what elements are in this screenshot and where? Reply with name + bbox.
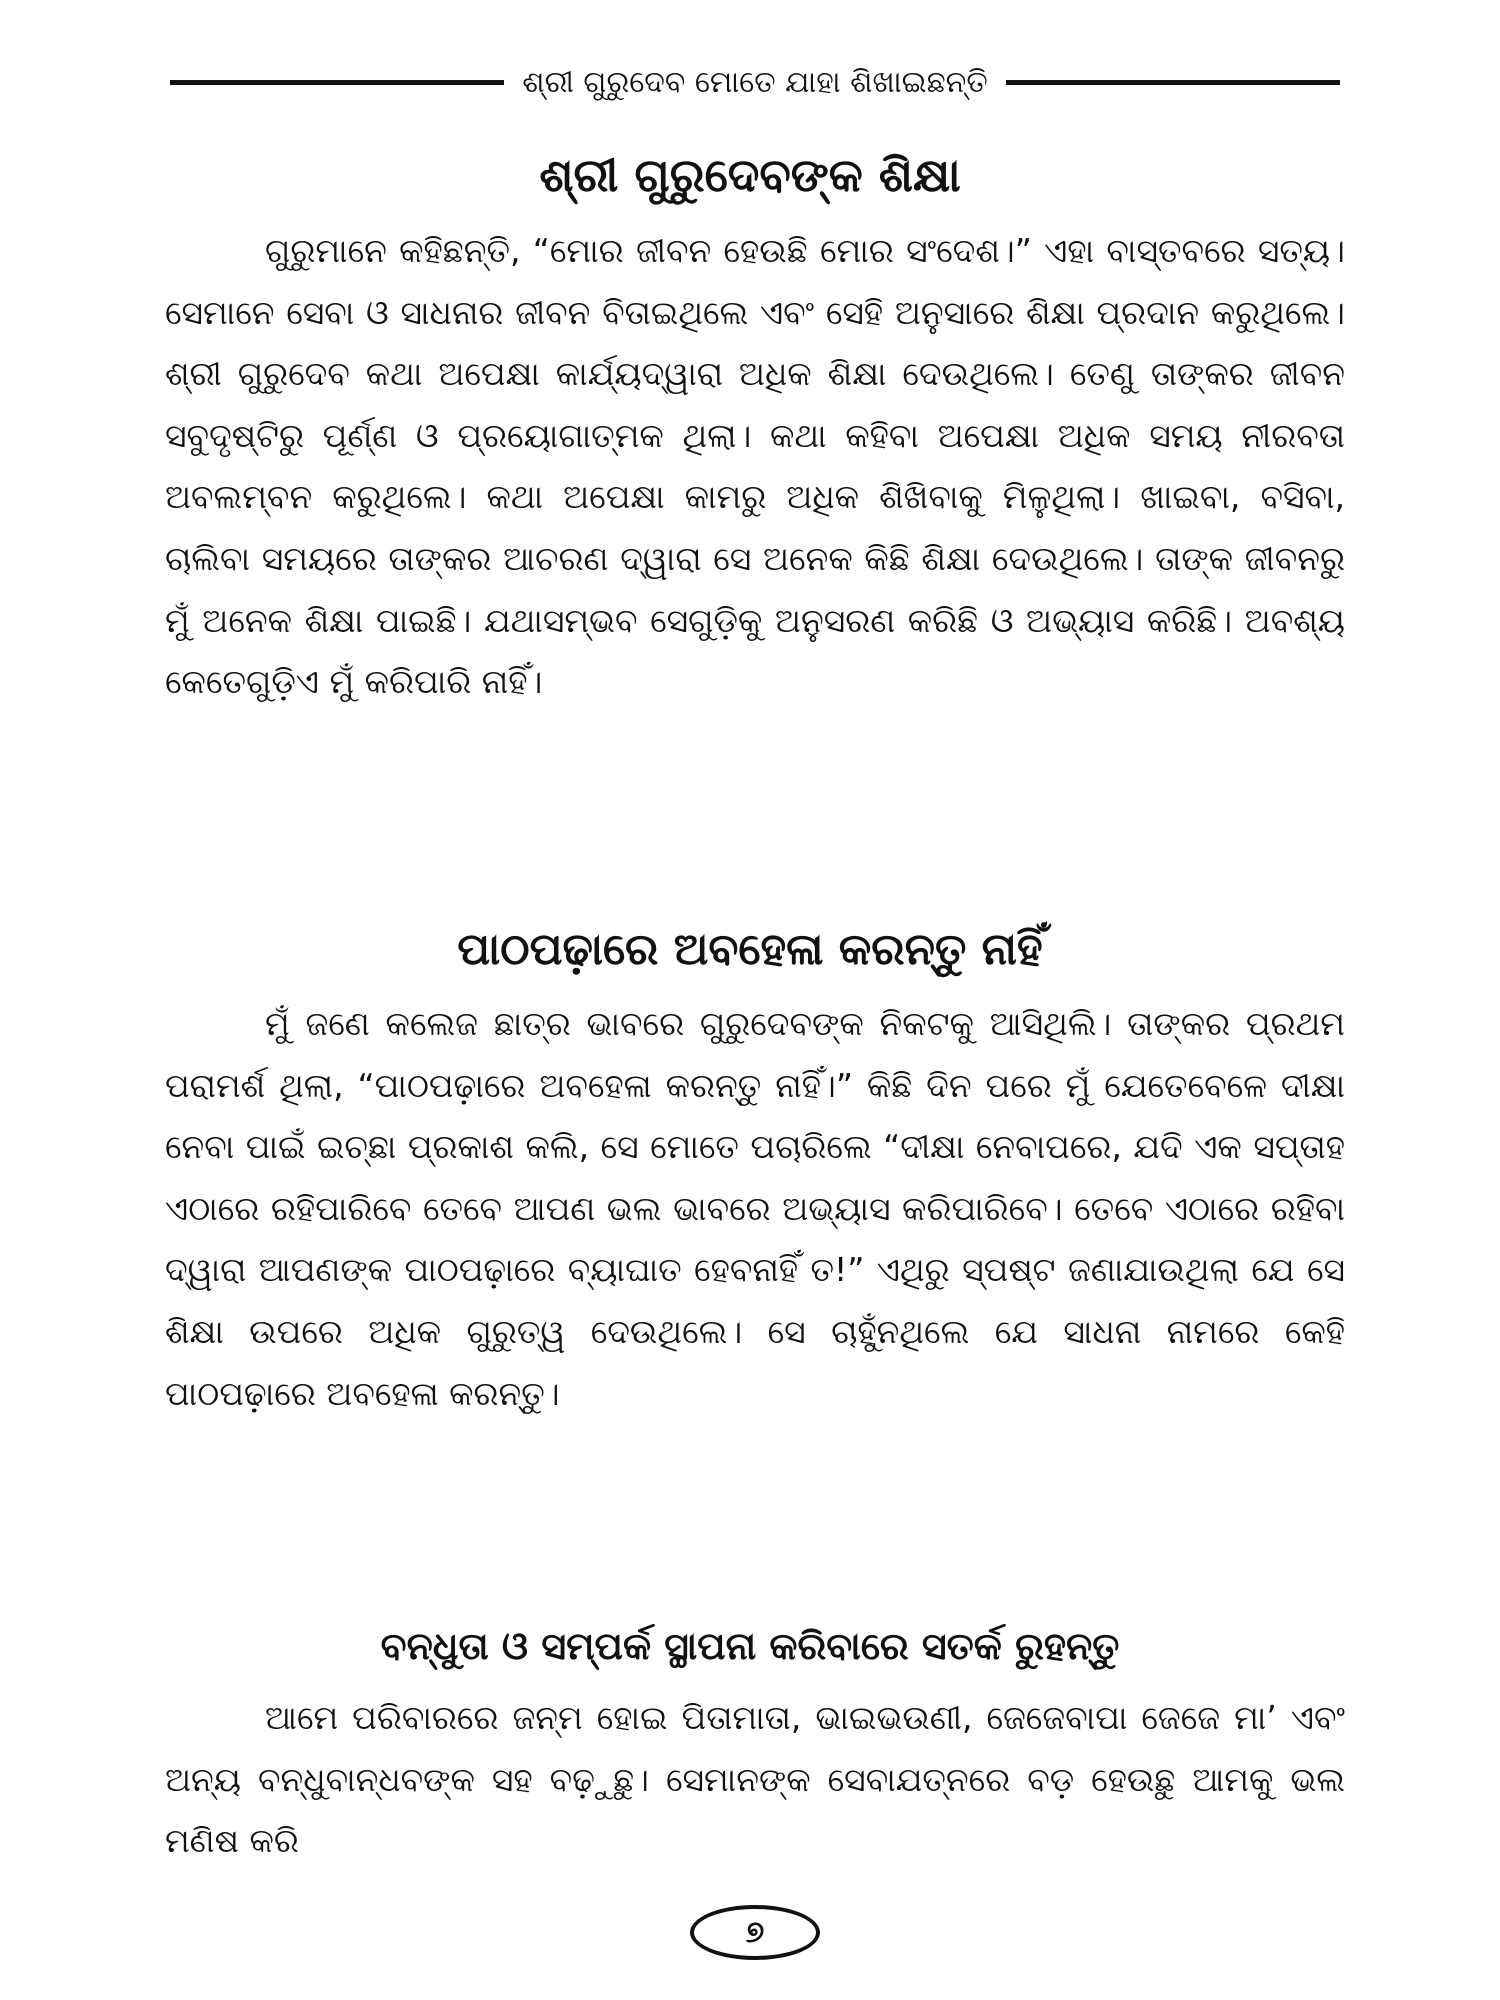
section-paragraph-friendship: ଆମେ ପରିବାରରେ ଜନ୍ମ ହୋଇ ପିତାମାତା, ଭାଇଭଉଣୀ, ଜେଜେବାପା ଜେଜେ ମା’ ଏବଂ ଅନ୍ୟ ବନ୍ଧୁବାନ୍ଧବଙ୍କ ସହ ବଢ଼ୁଛୁ। ସେମାନଙ୍କ ସେବାଯତ୍ନରେ ବଡ଼ ହେଉଛୁ ଆମକୁ ଭଲ ମଣିଷ କରି bbox=[165, 1698, 1345, 1861]
section-heading-gurudev-teaching: ଶ୍ରୀ ଗୁରୁଦେବଙ୍କ ଶିକ୍ଷା bbox=[539, 148, 961, 202]
page-number-oval bbox=[690, 1905, 820, 1960]
header-rule-right bbox=[1006, 80, 1340, 85]
header-rule-left bbox=[170, 80, 504, 85]
running-header-title: ଶ୍ରୀ ଗୁରୁଦେବ ମୋତେ ଯାହା ଶିଖାଇଛନ୍ତି bbox=[522, 64, 988, 100]
page-number: ୭ bbox=[745, 1915, 765, 1950]
section-paragraph-gurudev-teaching: ଗୁରୁମାନେ କହିଛନ୍ତି, “ମୋର ଜୀବନ ହେଉଛି ମୋର ସଂଦେଶ।” ଏହା ବାସ୍ତବରେ ସତ୍ୟ। ସେମାନେ ସେବା ଓ ସାଧନାର ଜୀବନ ବିତାଇଥିଲେ ଏବଂ ସେହି ଅନୁସାରେ ଶିକ୍ଷା ପ୍ରଦାନ କରୁଥିଲେ। ଶ୍ରୀ ଗୁରୁଦେବ କଥା ଅପେକ୍ଷା କାର୍ଯ୍ୟଦ୍ୱାରା ଅଧିକ ଶିକ୍ଷା ଦେଉଥିଲେ। ତେଣୁ ତାଙ୍କର ଜୀବନ ସବୁଦୃଷ୍ଟିରୁ ପୂର୍ଣ୍ଣ ଓ ପ୍ରୟୋଗାତ୍ମକ ଥିଲା। କଥା କହିବା ଅପେକ୍ଷା ଅଧିକ ସମୟ ନୀରବତା ଅବଲମ୍ବନ କରୁଥିଲେ। କଥା ଅପେକ୍ଷା କାମରୁ ଅଧିକ ଶିଖିବାକୁ ମିଳୁଥିଲା। ଖାଇବା, ବସିବା, ଚାଲିବା ସମୟରେ ତାଙ୍କର ଆଚରଣ ଦ୍ୱାରା ସେ ଅନେକ କିଛି ଶିକ୍ଷା ଦେଉଥିଲେ। ତାଙ୍କ ଜୀବନରୁ ମୁଁ ଅନେକ ଶିକ୍ଷା ପାଇଛି। ଯଥାସମ୍ଭବ ସେଗୁଡ଼ିକୁ ଅନୁସରଣ କରିଛି ଓ ଅଭ୍ୟାସ କରିଛି। ଅବଶ୍ୟ କେତେଗୁଡ଼ିଏ ମୁଁ କରିପାରି ନାହିଁ। bbox=[165, 231, 1345, 702]
section-heading-study: ପାଠପଢ଼ାରେ ଅବହେଳା କରନ୍ତୁ ନାହିଁ bbox=[457, 924, 1043, 975]
section-heading-friendship: ବନ୍ଧୁତା ଓ ସମ୍ପର୍କ ସ୍ଥାପନା କରିବାରେ ସତର୍କ ରୁହନ୍ତୁ bbox=[380, 1624, 1120, 1668]
section-paragraph-study: ମୁଁ ଜଣେ କଲେଜ ଛାତ୍ର ଭାବରେ ଗୁରୁଦେବଙ୍କ ନିକଟକୁ ଆସିଥିଲି। ତାଙ୍କର ପ୍ରଥମ ପରାମର୍ଶ ଥିଲା, “ପାଠପଢ଼ାରେ ଅବହେଳା କରନ୍ତୁ ନାହିଁ।” କିଛି ଦିନ ପରେ ମୁଁ ଯେତେବେଳେ ଦୀକ୍ଷା ନେବା ପାଇଁ ଇଚ୍ଛା ପ୍ରକାଶ କଲି, ସେ ମୋତେ ପଚାରିଲେ “ଦୀକ୍ଷା ନେବାପରେ, ଯଦି ଏକ ସପ୍ତାହ ଏଠାରେ ରହିପାରିବେ ତେବେ ଆପଣ ଭଲ ଭାବରେ ଅଭ୍ୟାସ କରିପାରିବେ। ତେବେ ଏଠାରେ ରହିବା ଦ୍ୱାରା ଆପଣଙ୍କ ପାଠପଢ଼ାରେ ବ୍ୟାଘାତ ହେବନାହିଁ ତ!” ଏଥିରୁ ସ୍ପଷ୍ଟ ଜଣାଯାଉଥିଲା ଯେ ସେ ଶିକ୍ଷା ଉପରେ ଅଧିକ ଗୁରୁତ୍ୱ ଦେଉଥିଲେ। ସେ ଚାହୁଁନଥିଲେ ଯେ ସାଧନା ନାମରେ କେହି ପାଠପଢ଼ାରେ ଅବହେଳା କରନ୍ତୁ। bbox=[165, 1004, 1345, 1413]
running-header bbox=[170, 52, 1340, 112]
